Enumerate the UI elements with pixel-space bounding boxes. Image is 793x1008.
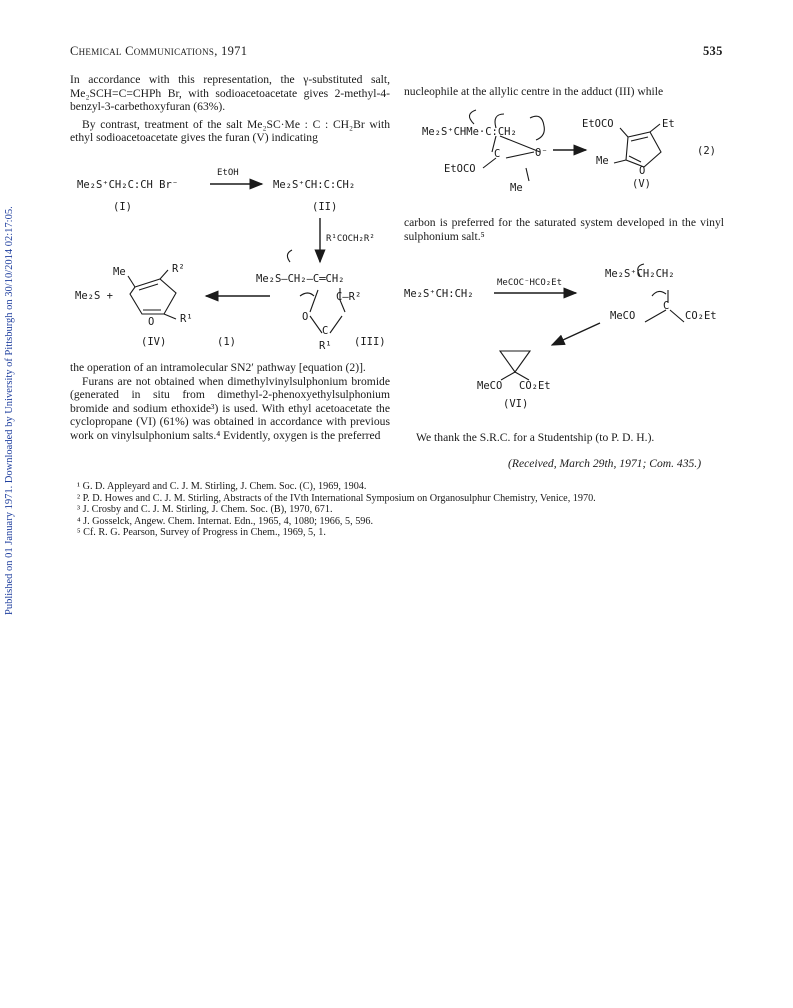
furan-V-oxygen: O bbox=[639, 165, 646, 177]
adduct-III-oxygen: O bbox=[302, 311, 309, 323]
reagent-ketone: R¹COCH₂R² bbox=[326, 234, 375, 244]
furan-IV-me: Me bbox=[113, 266, 126, 278]
footnote-1: ¹ G. D. Appleyard and C. J. M. Stirling, J. Chem. Soc. (C), 1969, 1904. bbox=[77, 481, 367, 492]
footnote-3: ³ J. Crosby and C. J. M. Stirling, J. Chem. Soc. (B), 1970, 671. bbox=[77, 504, 333, 515]
furan-V-me: Me bbox=[596, 155, 609, 167]
furan-IV-ring bbox=[130, 279, 176, 314]
adduct-III-top: Me₂S–CH₂–C═CH₂ bbox=[256, 273, 345, 285]
scheme2-me: Me bbox=[510, 182, 523, 194]
paragraph-furans-not-obtained: Furans are not obtained when dimethylvinylsulphonium bromide (generated in situ from dimethyl-2-phenoxyethylsulphonium bromide and sodium ethoxide³) is used. With ethyl acetoacetate the cyclopropane (VI) (61%) was obtained in accordance with previous work on vinylsulphonium salts.⁴ Evidently, oxygen is the preferred bbox=[70, 374, 390, 442]
scheme3-adduct-co2et: CO₂Et bbox=[685, 310, 717, 322]
furan-V-substituents bbox=[614, 124, 660, 163]
cyclopropane-co2et: CO₂Et bbox=[519, 380, 551, 392]
curly-arrow-V-1 bbox=[469, 110, 476, 124]
footnote-2: ² P. D. Howes and C. J. M. Stirling, Abstracts of the IVth International Symposium on Organosulphur Chemistry, Venice, 1970. bbox=[77, 492, 596, 504]
furan-V-et: Et bbox=[662, 118, 675, 130]
reagent-acetoacetate-anion: MeCOC⁻HCO₂Et bbox=[497, 278, 563, 288]
label-compound-II: (II) bbox=[312, 201, 338, 213]
label-compound-IV: (IV) bbox=[141, 336, 167, 348]
scheme2-oxide: O⁻ bbox=[535, 147, 548, 159]
adduct-III-carbon: C bbox=[322, 325, 329, 337]
furan-IV-r1: R¹ bbox=[180, 313, 193, 325]
furan-V-double-bonds bbox=[629, 137, 648, 162]
curly-arrow-V-3 bbox=[530, 116, 544, 140]
furan-IV-double-bonds bbox=[139, 284, 161, 310]
cyclopropane-ring bbox=[500, 351, 530, 372]
acknowledgement: We thank the S.R.C. for a Studentship (to P. D. H.). bbox=[416, 431, 655, 444]
cyclopropane-meco: MeCO bbox=[477, 380, 503, 392]
paragraph-sn2-pathway: the operation of an intramolecular SN2′ pathway [equation (2)]. bbox=[70, 361, 366, 374]
footnotes bbox=[77, 481, 596, 539]
scheme3-adduct-carbon: C bbox=[663, 300, 670, 312]
scheme2-etoco: EtOCO bbox=[444, 163, 476, 175]
download-watermark: Published on 01 January 1971. Downloaded by University of Pittsburgh on 30/10/2014 02:17:05. bbox=[4, 206, 15, 615]
adduct-III-r1: R¹ bbox=[319, 340, 332, 352]
received-date: (Received, March 29th, 1971; Com. 435.) bbox=[508, 457, 702, 470]
dimethyl-sulphide: Me₂S + bbox=[75, 290, 113, 302]
furan-V-ring bbox=[626, 132, 661, 167]
furan-V-etoco: EtOCO bbox=[582, 118, 614, 130]
page-number: 535 bbox=[703, 44, 723, 58]
cyclopropane-substituent-bonds bbox=[501, 372, 529, 380]
vinyl-sulphonium: Me₂S⁺CH:CH₂ bbox=[404, 288, 474, 300]
scheme2-start: Me₂S⁺CHMe·C:CH₂ bbox=[422, 126, 517, 138]
footnote-4: ⁴ J. Gosselck, Angew. Chem. Internat. Edn., 1965, 4, 1080; 1966, 5, 596. bbox=[77, 515, 374, 527]
scheme2-carbon: C bbox=[494, 148, 501, 160]
label-compound-I: (I) bbox=[113, 201, 132, 213]
label-compound-VI: (VI) bbox=[503, 398, 529, 410]
label-compound-V: (V) bbox=[632, 178, 651, 190]
curly-arrow-III-mid bbox=[300, 293, 314, 296]
paragraph-by-contrast: By contrast, treatment of the salt Me₂SC·Me : C : CH₂Br with ethyl sodioacetoacetate gives the furan (V) indicating bbox=[70, 117, 390, 145]
scheme3-adduct-top: Me₂S⁺CH₂CH₂ bbox=[605, 268, 675, 280]
compound-I: Me₂S⁺CH₂C:CH Br⁻ bbox=[77, 179, 179, 191]
furan-IV-r2: R² bbox=[172, 263, 185, 275]
paragraph-carbon-preferred: carbon is preferred for the saturated system developed in the vinyl sulphonium salt.⁵ bbox=[404, 216, 724, 243]
equation-label-2: (2) bbox=[697, 145, 716, 157]
footnote-5: ⁵ Cf. R. G. Pearson, Survey of Progress in Chem., 1969, 5, 1. bbox=[77, 527, 326, 538]
adduct-III-r2: C–R² bbox=[336, 291, 362, 303]
scheme2-bonds bbox=[483, 136, 540, 181]
reagent-etoh: EtOH bbox=[217, 168, 239, 178]
equation-label-1: (1) bbox=[217, 336, 236, 348]
paragraph-gamma-substituted: In accordance with this representation, the γ-substituted salt, Me₂SCH=C=CHPh Br, with sodioacetoacetate gives 2-methyl-4-benzyl-3-carbethoxyfuran (63%). bbox=[70, 73, 390, 114]
curly-arrow-III-top bbox=[287, 250, 292, 262]
journal-running-title: Chemical Communications, 1971 bbox=[70, 44, 248, 58]
compound-II: Me₂S⁺CH:C:CH₂ bbox=[273, 179, 356, 191]
label-compound-III: (III) bbox=[354, 336, 386, 348]
arrow-to-cyclopropane bbox=[552, 323, 600, 345]
paragraph-nucleophile: nucleophile at the allylic centre in the adduct (III) while bbox=[404, 85, 664, 98]
furan-IV-substituents bbox=[128, 270, 176, 319]
furan-IV-oxygen: O bbox=[148, 316, 155, 328]
scheme3-adduct-meco: MeCO bbox=[610, 310, 636, 322]
